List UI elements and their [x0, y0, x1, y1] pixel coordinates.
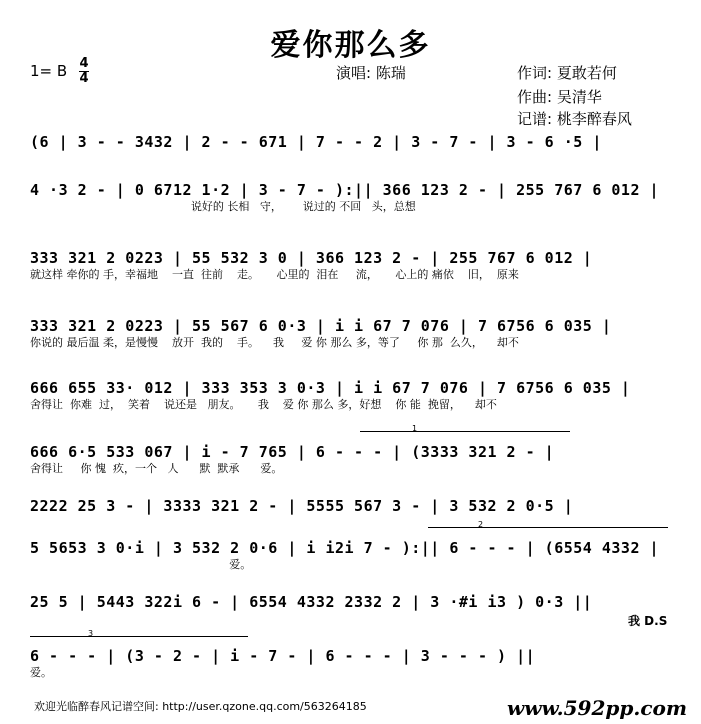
footer-welcome-text: 欢迎光临醉春风记谱空间: http://user.qzone.qq.com/563264185 — [34, 700, 367, 713]
score-line — [30, 646, 670, 680]
notation-line: 5 5653 3 0·i | 3 532 2 0·6 | i i2i 7 - ):|| 6 - - - | (6554 4332 | — [30, 539, 660, 557]
site-watermark: www.592pp.com — [507, 696, 687, 720]
notation-line: (6 | 3 - - 3432 | 2 - - 671 | 7 - - 2 | 3 - 7 - | 3 - 6 ·5 | — [30, 133, 602, 151]
score-line — [30, 378, 670, 412]
singer-credit: 演唱: 陈瑞 — [336, 64, 406, 82]
score-line — [30, 538, 670, 572]
notation-line: 333 321 2 0223 | 55 567 6 0·3 | i i 67 7 076 | 7 6756 6 035 | — [30, 317, 612, 335]
lyric-line: 你说的 最后温 柔，是慢慢 放开 我的 手。 我 爱 你 那么 多，等了 你 那 么久， 却不 — [30, 336, 519, 349]
notation-line: 333 321 2 0223 | 55 532 3 0 | 366 123 2 - | 255 767 6 012 | — [30, 249, 593, 267]
volta-number: 2 — [478, 520, 484, 529]
lyric-line: 爱。 — [30, 558, 252, 571]
volta-bracket — [360, 431, 570, 432]
notation-line: 2222 25 3 - | 3333 321 2 - | 5555 567 3 - | 3 532 2 0·5 | — [30, 497, 574, 515]
volta-number: 3 — [88, 629, 94, 638]
notation-line: 25 5 | 5443 322i 6 - | 6554 4332 2332 2 | 3 ·#i i3 ) 0·3 || — [30, 593, 593, 611]
score-line — [30, 316, 670, 350]
volta-bracket — [30, 636, 248, 637]
score-line — [30, 132, 670, 152]
lyric-line: 说好的 长相 守， 说过的 不回 头，总想 — [30, 200, 416, 213]
song-title: 爱你那么多 — [270, 28, 431, 63]
time-signature-top: 4 — [79, 56, 89, 71]
lyric-line: 就这样 牵你的 手，幸福地 一直 往前 走。 心里的 泪在 流， 心上的 痛依 旧， 原来 — [30, 268, 519, 281]
notation-line: 666 655 33· 012 | 333 353 3 0·3 | i i 67 7 076 | 7 6756 6 035 | — [30, 379, 631, 397]
lyricist-credit: 作词: 夏敢若何 — [517, 64, 617, 82]
volta-number: 1 — [412, 424, 418, 433]
score-line — [30, 442, 670, 476]
composer-credit: 作曲: 吴清华 — [517, 88, 602, 106]
transcriber-credit: 记谱: 桃李醉春风 — [517, 110, 632, 128]
notation-line: 6 - - - | (3 - 2 - | i - 7 - | 6 - - - | 3 - - - ) || — [30, 647, 536, 665]
notation-line: 4 ·3 2 - | 0 6712 1·2 | 3 - 7 - ):|| 366 123 2 - | 255 767 6 012 | — [30, 181, 660, 199]
lyric-line: 舍得让 你难 过， 笑着 说还是 朋友。 我 爱 你 那么 多，好想 你 能 挽留， 却不 — [30, 398, 497, 411]
score-line — [30, 248, 670, 282]
volta-bracket — [428, 527, 668, 528]
score-line — [30, 592, 670, 612]
lyric-line: 爱。 — [30, 666, 52, 679]
ds-marking: 我 D.S — [628, 614, 668, 628]
score-line — [30, 180, 670, 214]
key-signature: 1= B — [30, 62, 68, 80]
lyric-line: 舍得让 你 愧 疚，一个 人 默 默承 爱。 — [30, 462, 283, 475]
time-signature-bottom: 4 — [79, 71, 89, 86]
time-signature — [79, 58, 89, 85]
notation-line: 666 6·5 533 067 | i - 7 765 | 6 - - - | (3333 321 2 - | — [30, 443, 555, 461]
score-line — [30, 496, 670, 516]
